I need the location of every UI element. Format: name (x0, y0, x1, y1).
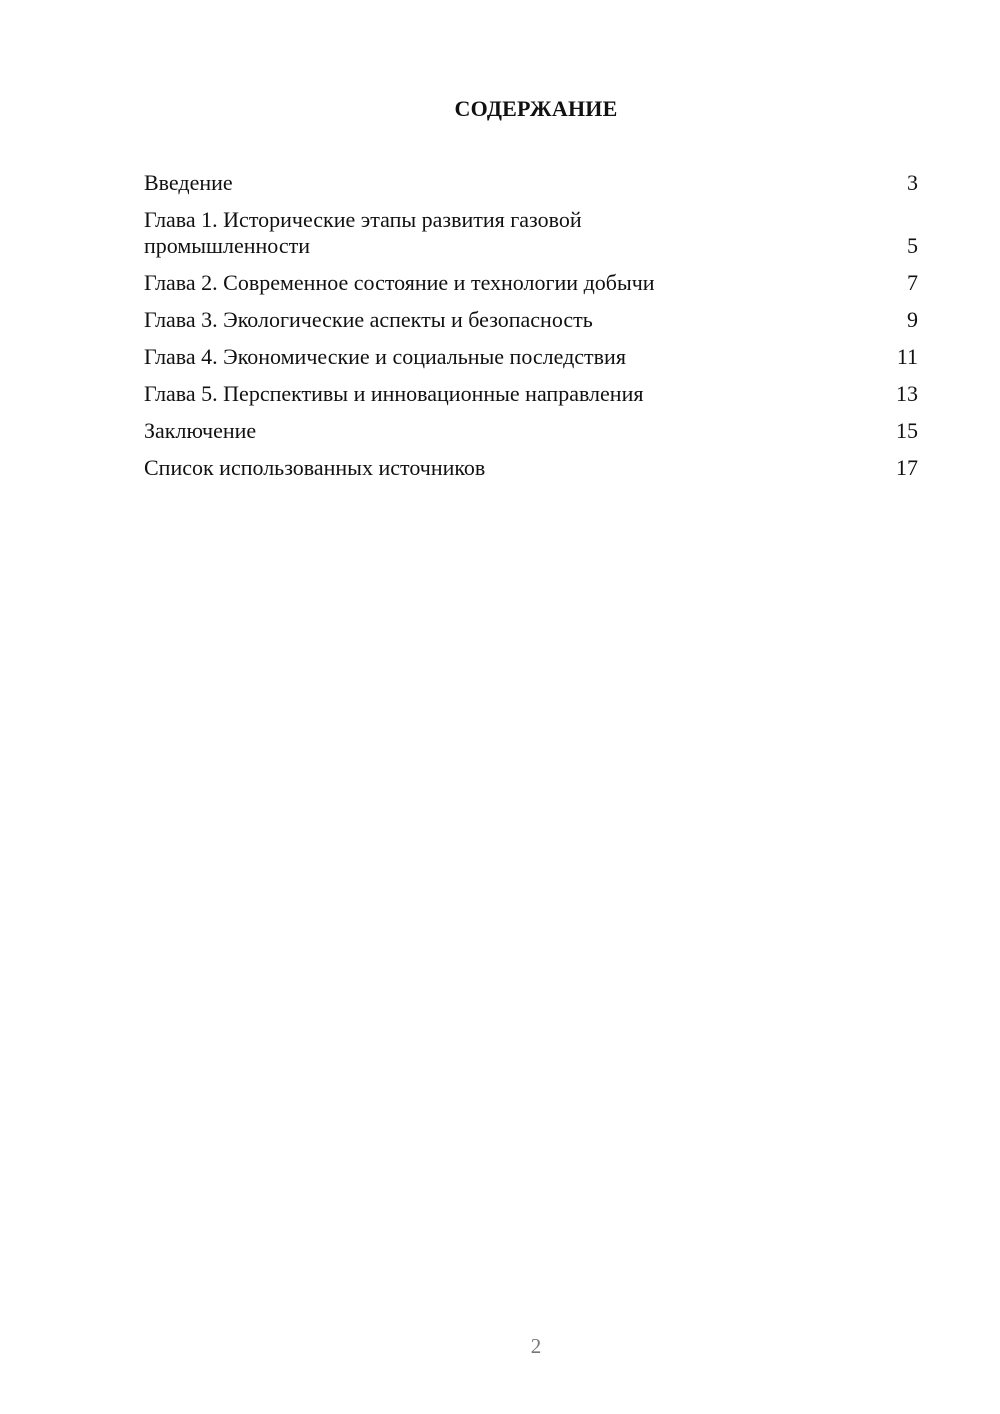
toc-entry-label: Введение (144, 170, 233, 195)
toc-entry-label: Список использованных источников (144, 455, 486, 480)
toc-entry-page: 11 (896, 344, 918, 369)
toc-entry-chapter-2 (144, 270, 918, 296)
toc-entry-label: Глава 5. Перспективы и инновационные направления (144, 381, 644, 406)
toc-entry-page: 7 (907, 270, 918, 295)
toc-entry-label: Заключение (144, 418, 257, 443)
toc-entry-conclusion (144, 418, 918, 444)
toc-entry-label: Глава 2. Современное состояние и технологии добычи (144, 270, 655, 295)
toc-entry-page: 9 (907, 307, 918, 332)
toc-entry-label: Глава 4. Экономические и социальные последствия (144, 344, 626, 369)
toc-entry-chapter-3 (144, 307, 918, 333)
toc-entry-page: 13 (896, 381, 918, 406)
toc-entry-page: 15 (896, 418, 918, 443)
toc-entry-references (144, 455, 918, 481)
toc-entry-label: Глава 1. Исторические этапы развития газовой промышленности (144, 207, 582, 258)
toc-entry-label: Глава 3. Экологические аспекты и безопасность (144, 307, 593, 332)
toc-entry-page: 5 (907, 233, 918, 258)
toc-entry-page: 3 (907, 170, 918, 195)
table-of-contents (144, 170, 918, 492)
page-number: 2 (530, 1334, 542, 1358)
toc-entry-chapter-4 (144, 344, 918, 370)
toc-entry-page: 17 (896, 455, 918, 480)
page-title: СОДЕРЖАНИЕ (454, 96, 618, 121)
toc-entry-chapter-5 (144, 381, 918, 407)
toc-entry-introduction (144, 170, 918, 196)
toc-entry-chapter-1 (144, 207, 918, 259)
